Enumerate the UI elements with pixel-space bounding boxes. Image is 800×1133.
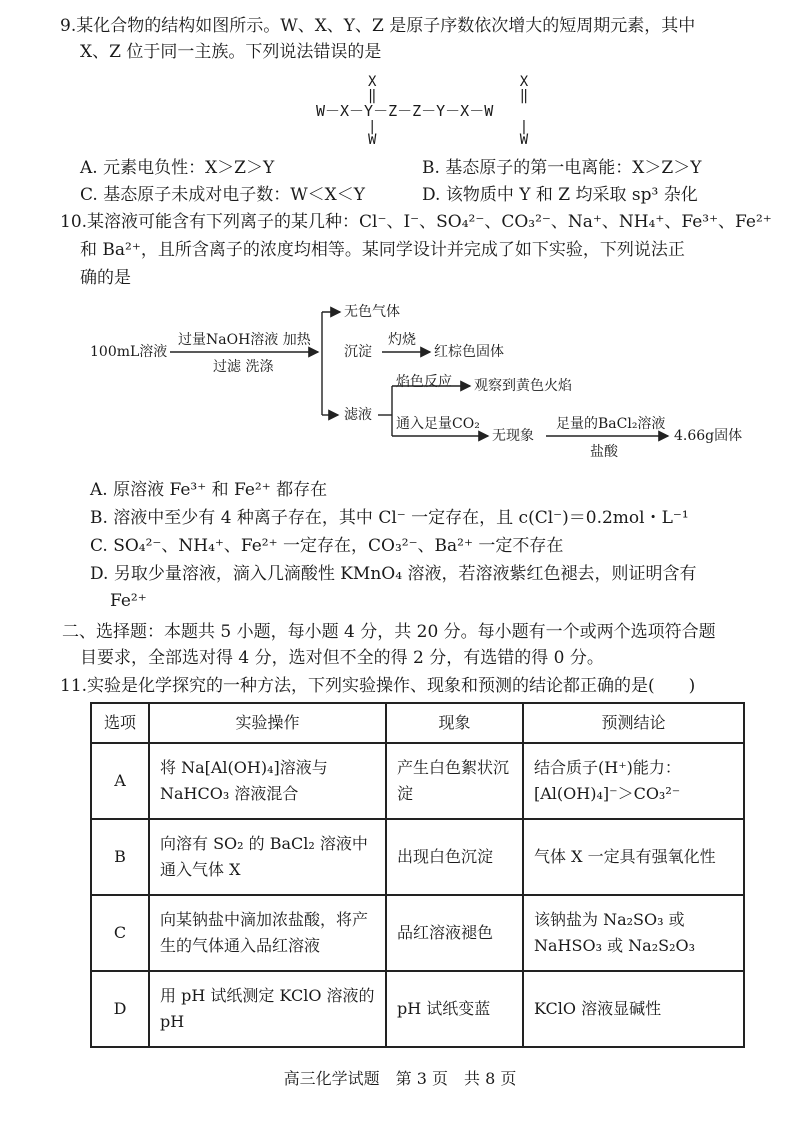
table-row bbox=[91, 895, 744, 971]
flow-flame-test: 焰色反应 bbox=[396, 374, 452, 390]
page-footer: 高三化学试题 第 3 页 共 8 页 bbox=[283, 1069, 517, 1088]
header-option: 选项 bbox=[91, 703, 149, 743]
q10-option-d-line2: Fe²⁺ bbox=[110, 591, 147, 611]
structure-top: X X bbox=[368, 74, 529, 90]
table-row bbox=[91, 819, 744, 895]
q9-stem-line1: 9.某化合物的结构如图所示。W、X、Y、Z 是原子序数依次增大的短周期元素，其中 bbox=[60, 16, 696, 36]
q9-option-a: A. 元素电负性：X＞Z＞Y bbox=[80, 158, 275, 178]
row-d-operation: 用 pH 试纸测定 KClO 溶液的 pH bbox=[149, 971, 386, 1047]
row-d-conclusion: KClO 溶液显碱性 bbox=[523, 971, 744, 1047]
q10-option-a: A. 原溶液 Fe³⁺ 和 Fe²⁺ 都存在 bbox=[90, 480, 328, 500]
header-phenomenon: 现象 bbox=[386, 703, 523, 743]
q9-option-d: D. 该物质中 Y 和 Z 均采取 sp³ 杂化 bbox=[422, 185, 698, 205]
row-b-option: B bbox=[91, 819, 149, 895]
row-a-conclusion: 结合质子(H⁺)能力：[Al(OH)₄]⁻＞CO₃²⁻ bbox=[523, 743, 744, 819]
table-row bbox=[91, 971, 744, 1047]
row-c-phenomenon: 品红溶液褪色 bbox=[386, 895, 523, 971]
row-d-option: D bbox=[91, 971, 149, 1047]
q10-option-d-line1: D. 另取少量溶液，滴入几滴酸性 KMnO₄ 溶液，若溶液紫红色褪去，则证明含有 bbox=[90, 564, 697, 584]
table-row bbox=[91, 743, 744, 819]
flow-step1-bottom: 过滤 洗涤 bbox=[213, 359, 274, 375]
header-conclusion: 预测结论 bbox=[523, 703, 744, 743]
flow-gas: 无色气体 bbox=[344, 304, 400, 320]
row-b-conclusion: 气体 X 一定具有强氧化性 bbox=[523, 819, 744, 895]
row-a-option: A bbox=[91, 743, 149, 819]
q10-stem-line2: 和 Ba²⁺，且所含离子的浓度均相等。某同学设计并完成了如下实验，下列说法正 bbox=[80, 240, 685, 260]
row-c-operation: 向某钠盐中滴加浓盐酸，将产生的气体通入品红溶液 bbox=[149, 895, 386, 971]
row-c-option: C bbox=[91, 895, 149, 971]
q9-stem-line2: X、Z 位于同一主族。下列说法错误的是 bbox=[80, 42, 382, 62]
flow-calcine: 灼烧 bbox=[388, 332, 416, 348]
flow-co2: 通入足量CO₂ bbox=[396, 416, 480, 432]
flow-red-solid: 红棕色固体 bbox=[434, 344, 504, 360]
flow-yellow-flame: 观察到黄色火焰 bbox=[474, 378, 572, 394]
structure-main-chain: W－X－Y－Z－Z－Y－X－W bbox=[316, 102, 494, 120]
q11-table bbox=[90, 702, 745, 1048]
row-a-operation: 将 Na[Al(OH)₄]溶液与 NaHCO₃ 溶液混合 bbox=[149, 743, 386, 819]
q9-option-c: C. 基态原子未成对电子数：W＜X＜Y bbox=[80, 185, 366, 205]
flow-precipitate: 沉淀 bbox=[344, 344, 372, 360]
flow-hcl: 盐酸 bbox=[590, 444, 618, 460]
section2-intro-line1 bbox=[62, 620, 716, 644]
q10-option-c: C. SO₄²⁻、NH₄⁺、Fe²⁺ 一定存在，CO₃²⁻、Ba²⁺ 一定不存在 bbox=[90, 536, 564, 556]
row-d-phenomenon: pH 试纸变蓝 bbox=[386, 971, 523, 1047]
row-b-operation: 向溶有 SO₂ 的 BaCl₂ 溶液中通入气体 X bbox=[149, 819, 386, 895]
row-c-conclusion: 该钠盐为 Na₂SO₃ 或 NaHSO₃ 或 Na₂S₂O₃ bbox=[523, 895, 744, 971]
q9-option-b: B. 基态原子的第一电离能：X＞Z＞Y bbox=[422, 158, 702, 178]
flow-final-solid: 4.66g固体 bbox=[674, 428, 743, 444]
flow-filtrate: 滤液 bbox=[344, 407, 372, 423]
flow-no-change: 无现象 bbox=[492, 428, 534, 444]
q10-stem-line1: 10.某溶液可能含有下列离子的某几种：Cl⁻、I⁻、SO₄²⁻、CO₃²⁻、Na⁺、NH₄⁺、Fe³⁺、Fe²⁺ bbox=[60, 212, 772, 232]
row-b-phenomenon: 出现白色沉淀 bbox=[386, 819, 523, 895]
table-header-row bbox=[91, 703, 744, 743]
flow-start: 100mL溶液 bbox=[90, 344, 168, 360]
q10-stem-line3: 确的是 bbox=[80, 268, 131, 288]
structure-bottom: W W bbox=[368, 132, 529, 148]
flow-step1-top: 过量NaOH溶液 加热 bbox=[178, 332, 311, 348]
q10-option-b: B. 溶液中至少有 4 种离子存在，其中 Cl⁻ 一定存在，且 c(Cl⁻)＝0.2mol・L⁻¹ bbox=[90, 508, 689, 528]
structure-bond-bottom: | | bbox=[368, 119, 529, 135]
section2-intro-line2: 目要求，全部选对得 4 分，选对但不全的得 2 分，有选错的得 0 分。 bbox=[80, 648, 604, 668]
header-operation: 实验操作 bbox=[149, 703, 386, 743]
row-a-phenomenon: 产生白色絮状沉淀 bbox=[386, 743, 523, 819]
section2-text: 二、选择题：本题共 5 小题，每小题 4 分，共 20 分。每小题有一个或两个选项符合题 bbox=[62, 622, 716, 642]
q11-stem: 11.实验是化学探究的一种方法，下列实验操作、现象和预测的结论都正确的是( ) bbox=[60, 676, 696, 696]
flow-bacl2: 足量的BaCl₂溶液 bbox=[556, 416, 666, 432]
structure-bond-top: ‖ ‖ bbox=[368, 88, 529, 104]
